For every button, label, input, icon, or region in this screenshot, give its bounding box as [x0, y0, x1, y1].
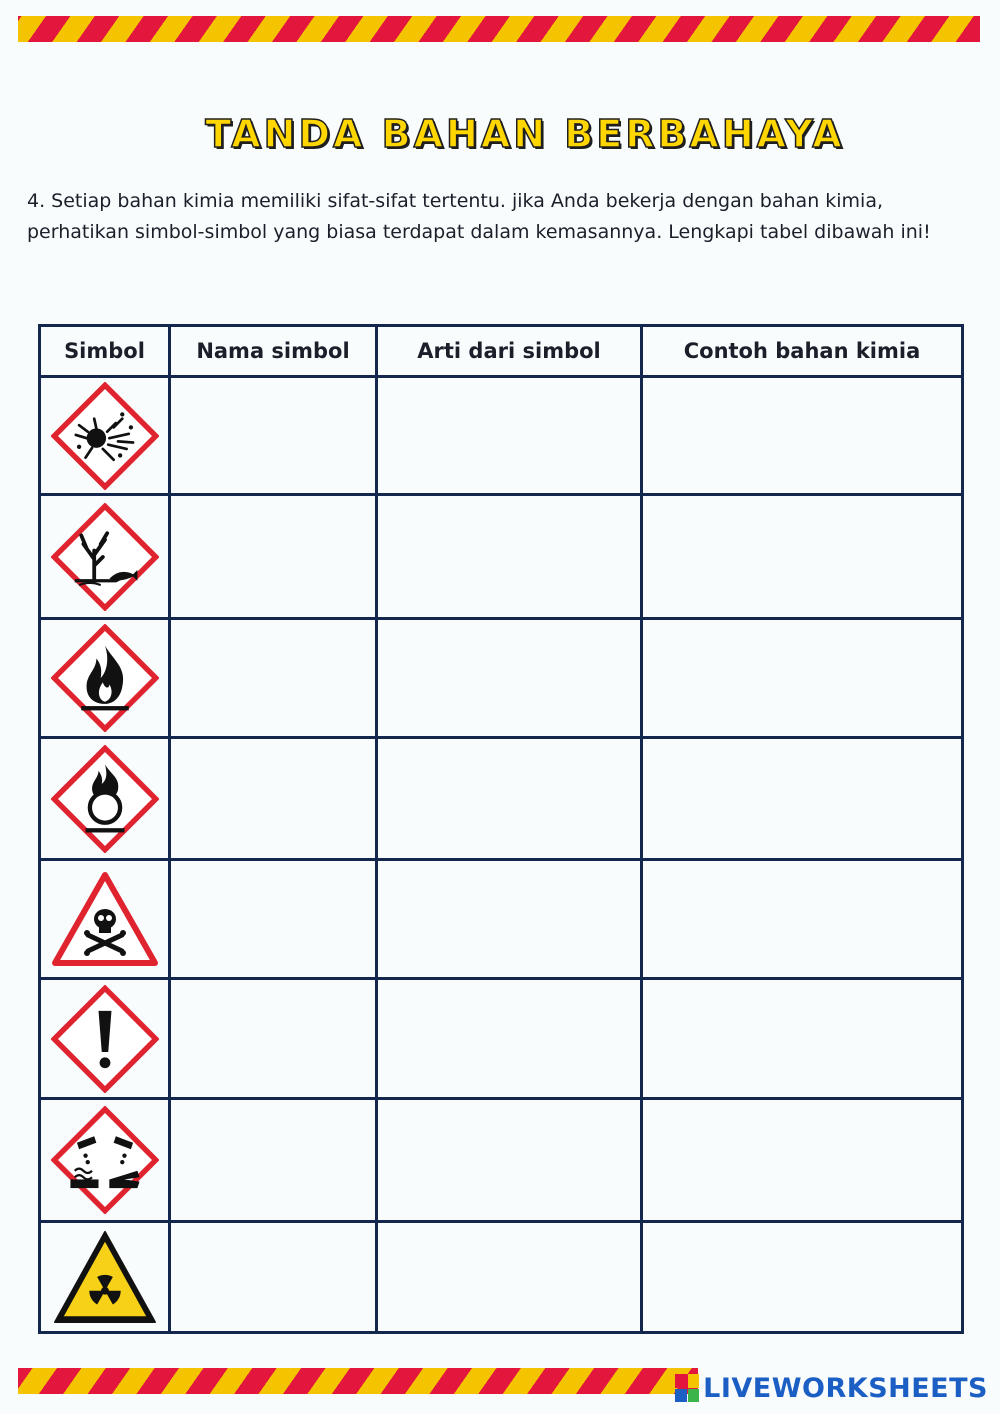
arti-simbol-cell[interactable] — [377, 1222, 642, 1333]
nama-simbol-cell[interactable] — [170, 495, 377, 619]
watermark-text: LIVEWORKSHEETS — [703, 1372, 988, 1404]
corrosive-icon — [51, 1106, 159, 1214]
arti-simbol-cell[interactable] — [377, 1099, 642, 1222]
radiation-icon — [51, 1228, 159, 1326]
table-row — [40, 619, 963, 738]
explosive-icon — [51, 382, 159, 490]
instruction-text: 4. Setiap bahan kimia memiliki sifat-sifat tertentu. jika Anda bekerja dengan bahan kimia, perhatikan simbol-simbol yang biasa terdapat dalam kemasannya. Lengkapi tabel dibawah ini! — [27, 190, 931, 243]
header-simbol: Simbol — [40, 326, 170, 377]
table-row — [40, 377, 963, 495]
page-title: TANDA BAHAN BERBAHAYA — [205, 112, 845, 156]
table-row — [40, 860, 963, 979]
top-hazard-stripe — [18, 16, 980, 42]
arti-simbol-cell[interactable] — [377, 738, 642, 860]
nama-simbol-cell[interactable] — [170, 377, 377, 495]
symbol-cell — [40, 377, 170, 495]
arti-simbol-cell[interactable] — [377, 377, 642, 495]
arti-simbol-cell[interactable] — [377, 860, 642, 979]
symbol-cell — [40, 495, 170, 619]
flammable-icon — [51, 624, 159, 732]
symbol-cell — [40, 619, 170, 738]
table-row — [40, 495, 963, 619]
arti-simbol-cell[interactable] — [377, 619, 642, 738]
liveworksheets-watermark — [675, 1372, 988, 1404]
contoh-bahan-cell[interactable] — [642, 738, 963, 860]
table-row — [40, 1222, 963, 1333]
oxidizer-icon — [51, 745, 159, 853]
header-arti-simbol: Arti dari simbol — [377, 326, 642, 377]
contoh-bahan-cell[interactable] — [642, 495, 963, 619]
header-nama-simbol: Nama simbol — [170, 326, 377, 377]
symbol-cell — [40, 979, 170, 1099]
nama-simbol-cell[interactable] — [170, 860, 377, 979]
contoh-bahan-cell[interactable] — [642, 979, 963, 1099]
table-header-row — [40, 326, 963, 377]
symbol-cell — [40, 1222, 170, 1333]
table-row — [40, 979, 963, 1099]
bottom-hazard-stripe — [18, 1368, 698, 1394]
nama-simbol-cell[interactable] — [170, 619, 377, 738]
arti-simbol-cell[interactable] — [377, 979, 642, 1099]
toxic-skull-icon — [50, 869, 160, 969]
nama-simbol-cell[interactable] — [170, 979, 377, 1099]
contoh-bahan-cell[interactable] — [642, 1222, 963, 1333]
nama-simbol-cell[interactable] — [170, 1099, 377, 1222]
exclamation-icon — [51, 985, 159, 1093]
hazard-symbol-table — [38, 324, 964, 1334]
symbol-cell — [40, 1099, 170, 1222]
contoh-bahan-cell[interactable] — [642, 1099, 963, 1222]
liveworksheets-logo-icon — [675, 1374, 699, 1402]
symbol-cell — [40, 738, 170, 860]
nama-simbol-cell[interactable] — [170, 1222, 377, 1333]
table-row — [40, 1099, 963, 1222]
header-contoh-bahan: Contoh bahan kimia — [642, 326, 963, 377]
environment-hazard-icon — [51, 503, 159, 611]
contoh-bahan-cell[interactable] — [642, 619, 963, 738]
symbol-cell — [40, 860, 170, 979]
nama-simbol-cell[interactable] — [170, 738, 377, 860]
table-row — [40, 738, 963, 860]
arti-simbol-cell[interactable] — [377, 495, 642, 619]
contoh-bahan-cell[interactable] — [642, 377, 963, 495]
contoh-bahan-cell[interactable] — [642, 860, 963, 979]
